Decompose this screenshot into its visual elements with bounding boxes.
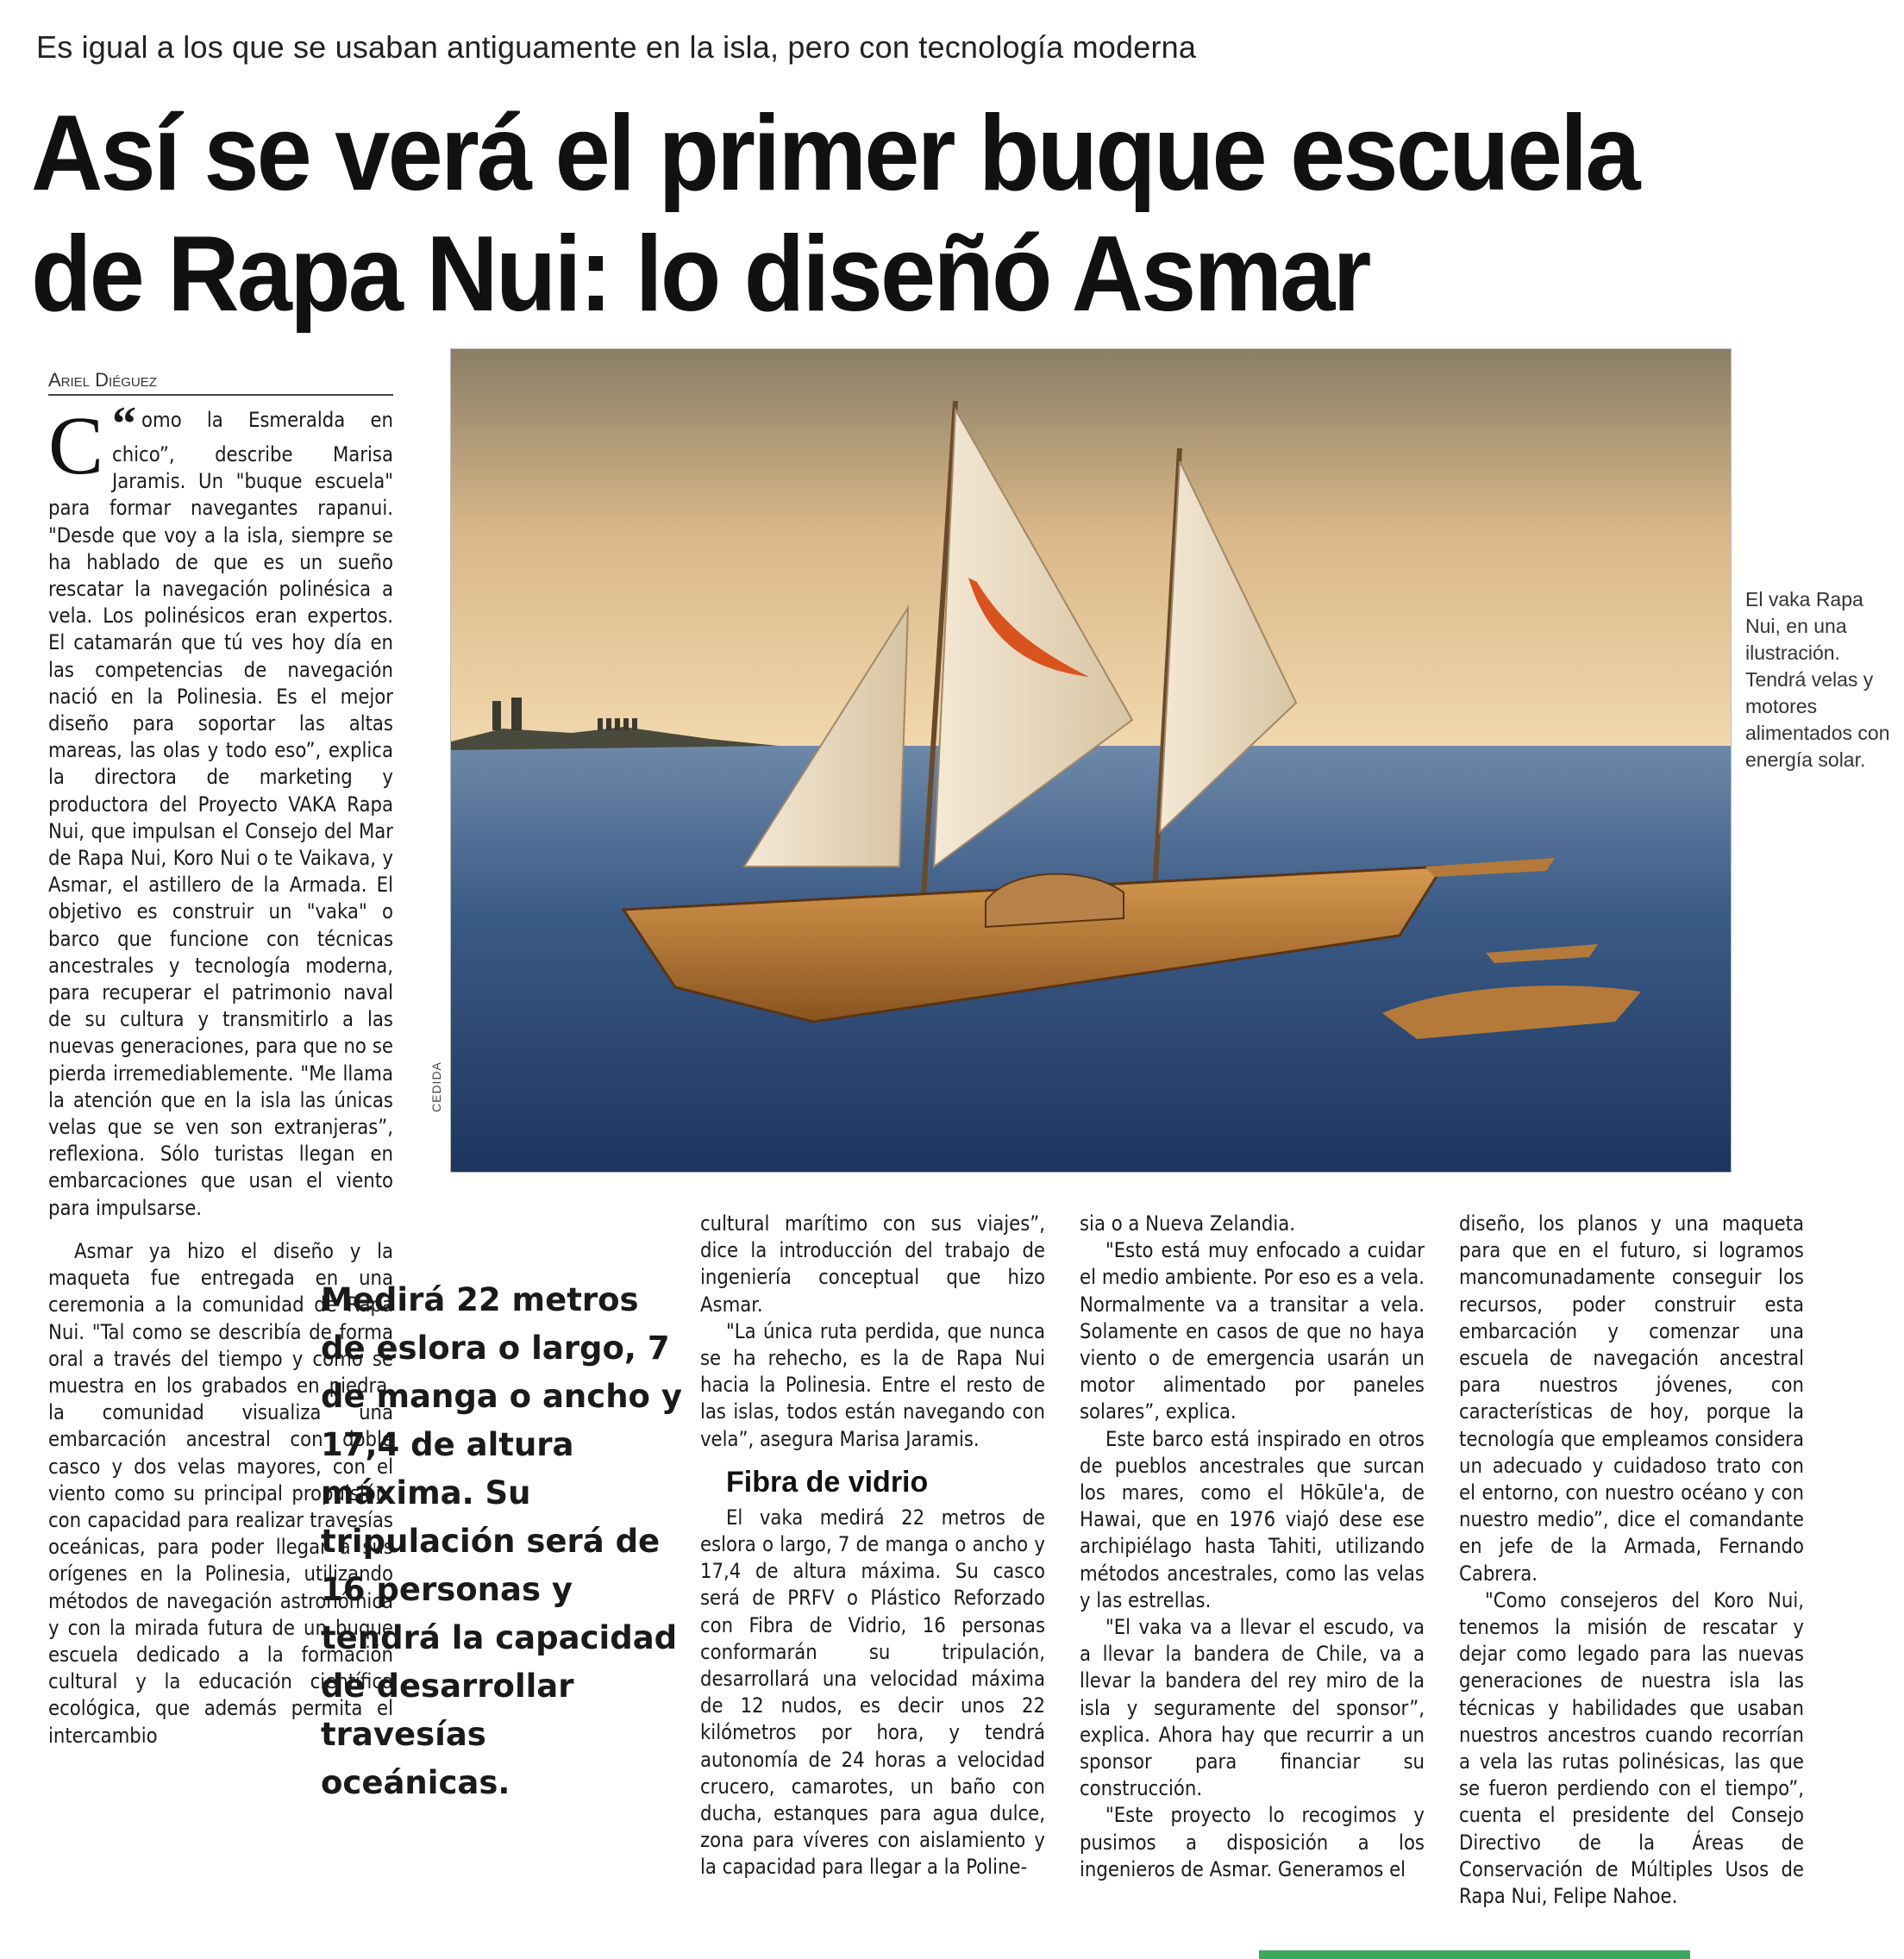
- article-paragraph-2: Asmar ya hizo el diseño y la maqueta fue entregada en una ceremonia a la comunidad de Rapa Nui. "Tal como se describía de forma oral a través del tiempo y como se muestra en los grabados en piedra, la comunidad visualiza una embarcación ancestral con doble casco y dos velas mayores, con el viento como su principal propulsión, con capacidad para realizar travesías oceánicas, para poder llegar a sus orígenes en la Polinesia, utilizando métodos de navegación astronómica y con la mirada futura de un buque escuela dedicado a la formación cultural y la educación científica ecológica, que además permita el intercambio: [48, 1239, 393, 1748]
- byline: Ariel Diéguez: [48, 369, 393, 396]
- article-column-3: [1080, 1211, 1425, 1883]
- article-column-1-top: [48, 397, 393, 1222]
- article-paragraph-4: "La única ruta perdida, que nunca se ha rehecho, es la de Rapa Nui hacia la Polinesia. Entre el resto de las islas, todos están navegando con vela”, asegura Marisa Jaramis.: [700, 1318, 1045, 1451]
- vaka-illustration-svg: [451, 349, 1731, 1172]
- pull-quote: Medirá 22 metros de eslora o largo, 7 de manga o ancho y 17,4 de altura máxima. Su tripulación será de 16 personas y tendrá la capacidad de desarrollar travesías oceánicas.: [321, 1281, 682, 1801]
- paragraph-1-text: omo la Esmeralda en chico”, describe Marisa Jaramis. Un "buque escuela" para formar navegantes rapanui. "Desde que voy a la isla, siempre se ha hablado de que es un sueño rescatar la navegación polinésica a vela. Los polinésicos eran expertos. El catamarán que tú ves hoy día en las competencias de navegación nació en la Polinesia. Es el mejor diseño para soportar las altas mareas, las olas y todo eso”, explica la directora de marketing y productora del Proyecto VAKA Rapa Nui, que impulsan el Consejo del Mar de Rapa Nui, Koro Nui o te Vaikava, y Asmar, el astillero de la Armada. El objetivo es construir un "vaka" o barco que funcione con técnicas ancestrales y tecnología moderna, para recuperar el patrimonio naval de su cultura y transmitirlo a las nuevas generaciones, para que no se pierda irremediablemente. "Me llama la atención que en la isla las únicas velas que se ven son extranjeras”, reflexiona. Sólo turistas llegan en embarcaciones que usan el viento para impulsarse.: [48, 408, 393, 1220]
- article-paragraph-10: "Este proyecto lo recogimos y pusimos a disposición a los ingenieros de Asmar. Generamos el: [1080, 1803, 1425, 1881]
- section-subhead: Fibra de vidrio: [726, 1465, 929, 1499]
- photo-credit: CEDIDA: [429, 1061, 443, 1112]
- article-paragraph-5: El vaka medirá 22 metros de eslora o largo, 7 de manga o ancho y 17,4 de altura máxima. Su casco será de PRFV o Plástico Reforzado con Fibra de Vidrio, 16 personas conformarán su tripulación, desarrollará una velocidad máxima de 12 nudos, es decir unos 22 kilómetros por hora, y tendrá autonomía de 24 horas a velocidad crucero, camarotes, un baño con ducha, estanques para agua dulce, zona para víveres con aislamiento y la capacidad para llegar a la Poline-: [700, 1505, 1045, 1880]
- dropcap-letter: C: [48, 399, 104, 491]
- article-paragraph-3: cultural marítimo con sus viajes”, dice la introducción del trabajo de ingeniería conceptual que hizo Asmar.: [700, 1211, 1045, 1317]
- article-paragraph-1: [48, 397, 393, 1222]
- article-column-2: [700, 1211, 1045, 1881]
- article-paragraph-6: sia o a Nueva Zelandia.: [1080, 1211, 1295, 1236]
- headline-line-2: de Rapa Nui: lo diseñó Asmar: [31, 215, 1369, 334]
- kicker: Es igual a los que se usaban antiguamente en la isla, pero con tecnología moderna: [36, 29, 1197, 65]
- article-paragraph-12: "Como consejeros del Koro Nui, tenemos la misión de rescatar y dejar como legado para las nuevas generaciones de nuestra isla las técnicas y habilidades que usaban nuestros ancestros cuando recorrían a vela las rutas polinésicas, las que se fueron perdiendo con el tiempo”, cuenta el presidente del Consejo Directivo de la Áreas de Conservación de Múltiples Usos de Rapa Nui, Felipe Nahoe.: [1459, 1587, 1804, 1909]
- vaka-illustration: [450, 348, 1732, 1173]
- dropcap-quote: “: [112, 397, 137, 451]
- article-paragraph-7: "Esto está muy enfocado a cuidar el medio ambiente. Por eso es a vela. Normalmente va a transitar a vela. Solamente en casos de que no haya viento o de emergencia usarán un motor alimentado por paneles solares”, explica.: [1080, 1238, 1425, 1424]
- article-column-4: [1459, 1211, 1804, 1910]
- bottom-accent-bar: [1259, 1950, 1690, 1959]
- headline: [31, 93, 1756, 335]
- article-paragraph-11: diseño, los planos y una maqueta para que en el futuro, si logramos mancomunadamente conseguir los recursos, poder construir esta embarcación y comenzar una escuela de navegación ancestral para nuestros jóvenes, con características de hoy, porque la tecnología que empleamos considera un adecuado y cuidadoso trato con el entorno, con nuestro océano y con nuestro medio”, dice el comandante en jefe de la Armada, Fernando Cabrera.: [1459, 1211, 1804, 1586]
- headline-line-1: Así se verá el primer buque escuela: [31, 94, 1638, 213]
- article-paragraph-9: "El vaka va a llevar el escudo, va a llevar la bandera de Chile, va a llevar la bandera del rey miro de la isla y seguramente del sponsor”, explica. Ahora hay que recurrir a un sponsor para financiar su construcción.: [1080, 1615, 1425, 1801]
- article-paragraph-8: Este barco está inspirado en otros de pueblos ancestrales que surcan los mares, como el Hōkūle'a, de Hawai, que en 1976 viajó dese ese archipiélago hasta Tahiti, utilizando métodos ancestrales, como las velas y las estrellas.: [1080, 1426, 1425, 1612]
- photo-caption: El vaka Rapa Nui, en una ilustración. Tendrá velas y motores alimentados con energía solar.: [1745, 588, 1890, 771]
